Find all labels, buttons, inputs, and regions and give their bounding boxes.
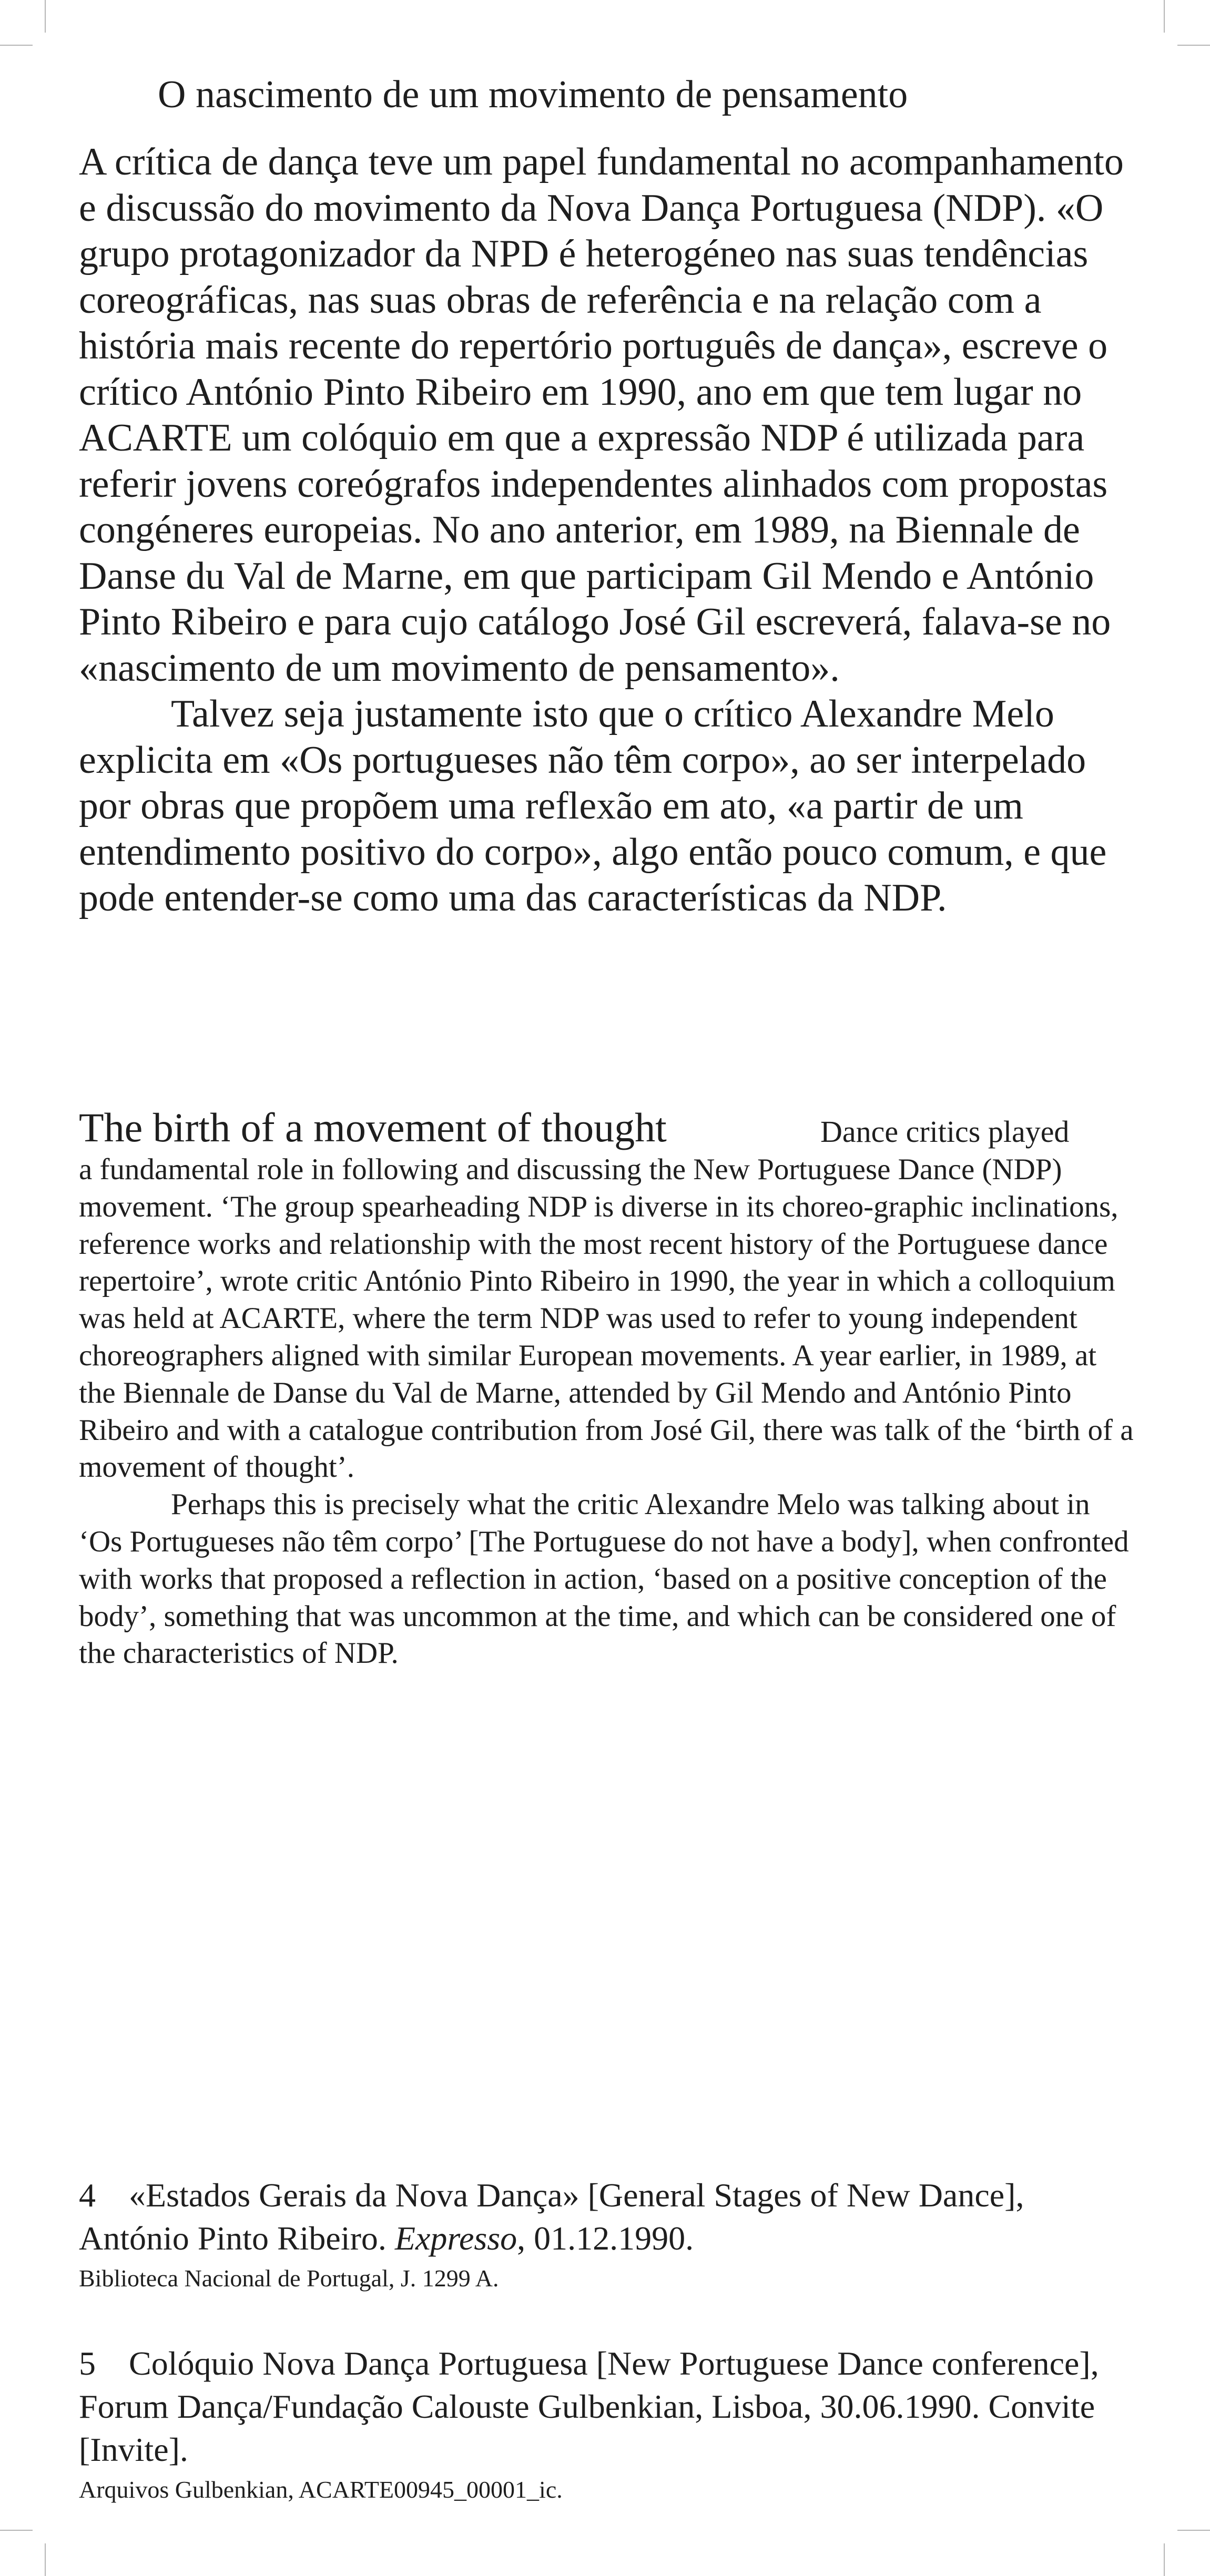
pt-paragraph-2: Talvez seja justamente isto que o crítico Alexandre Melo explicita em «Os portugueses não têm corpo», ao ser interpelado por obras que propõem uma reflexão em ato, «a partir de um entendimento positivo do corpo», algo então pouco comum, e que pode entender-se como uma das características da NDP. bbox=[79, 692, 1107, 919]
footnote-4-source: Biblioteca Nacional de Portugal, J. 1299 A. bbox=[79, 2265, 499, 2292]
crop-mark-top-right bbox=[1164, 0, 1165, 33]
footnote-4-text-after: , 01.12.1990. bbox=[517, 2220, 694, 2257]
crop-mark-bottom-left bbox=[45, 2543, 46, 2576]
footnote-5-number: 5 bbox=[79, 2345, 96, 2382]
footnote-5-text bbox=[79, 2342, 1136, 2471]
footnote-4-text-before: «Estados Gerais da Nova Dança» [General Stages of New Dance], António Pinto Ribeiro. bbox=[79, 2176, 1024, 2257]
pt-section-title: O nascimento de um movimento de pensamento bbox=[158, 73, 908, 116]
en-paragraph-2: Perhaps this is precisely what the critic Alexandre Melo was talking about in ‘Os Portugueses não têm corpo’ [The Portuguese do not have a body], when confronted with works that proposed a reflection in action, ‘based on a positive conception of the body’, something that was uncommon at the time, and which can be considered one of the characteristics of NDP. bbox=[79, 1488, 1129, 1670]
en-section-title-line bbox=[79, 1101, 1136, 1154]
footnote-5-body: Colóquio Nova Dança Portuguesa [New Portuguese Dance conference], Forum Dança/Fundação Calouste Gulbenkian, Lisboa, 30.06.1990. Convite [Invite]. bbox=[79, 2345, 1099, 2468]
footnote-4-number: 4 bbox=[79, 2176, 96, 2214]
crop-mark-top-right-h bbox=[1177, 45, 1210, 46]
crop-mark-bottom-right-h bbox=[1177, 2530, 1210, 2531]
crop-mark-top-left-h bbox=[0, 45, 33, 46]
en-paragraph-1: a fundamental role in following and discussing the New Portuguese Dance (NDP) movement. ‘The group spearheading NDP is diverse in its choreo-graphic inclinations, reference works and relationship with the most recent history of the Portuguese dance repertoire’, wrote critic António Pinto Ribeiro in 1990, the year in which a colloquium was held at ACARTE, where the term NDP was used to refer to young independent choreographers aligned with similar European movements. A year earlier, in 1989, at the Biennale de Danse du Val de Marne, attended by Gil Mendo and António Pinto Ribeiro and with a catalogue contribution from José Gil, there was talk of the ‘birth of a movement of thought’. bbox=[79, 1153, 1134, 1484]
footnote-5 bbox=[79, 2342, 1136, 2508]
pt-paragraph-1: A crítica de dança teve um papel fundamental no acompanhamento e discussão do movimento da Nova Dança Portuguesa (NDP). «O grupo protagonizador da NPD é heterogéneo nas suas tendências coreográficas, nas suas obras de referência e na relação com a história mais recente do repertório português de dança», escreve o crítico António Pinto Ribeiro em 1990, ano em que tem lugar no ACARTE um colóquio em que a expressão NDP é utilizada para referir jovens coreógrafos independentes alinhados com propostas congéneres europeias. No ano anterior, em 1989, na Biennale de Danse du Val de Marne, em que participam Gil Mendo e António Pinto Ribeiro e para cujo catálogo José Gil escreverá, falava-se no «nascimento de um movimento de pensamento». bbox=[79, 140, 1124, 690]
footnote-4-publication: Expresso bbox=[394, 2220, 517, 2257]
pt-section-body bbox=[79, 139, 1136, 922]
crop-mark-bottom-right bbox=[1164, 2543, 1165, 2576]
footnote-4-text bbox=[79, 2174, 1136, 2260]
crop-mark-top-left bbox=[45, 0, 46, 33]
footnote-5-source: Arquivos Gulbenkian, ACARTE00945_00001_ic. bbox=[79, 2476, 563, 2503]
en-paragraph-lead: Dance critics played bbox=[820, 1115, 1070, 1149]
footnote-4 bbox=[79, 2174, 1136, 2297]
crop-mark-bottom-left-h bbox=[0, 2530, 33, 2531]
en-section-title: The birth of a movement of thought bbox=[79, 1105, 667, 1150]
en-section-body bbox=[79, 1151, 1136, 1672]
